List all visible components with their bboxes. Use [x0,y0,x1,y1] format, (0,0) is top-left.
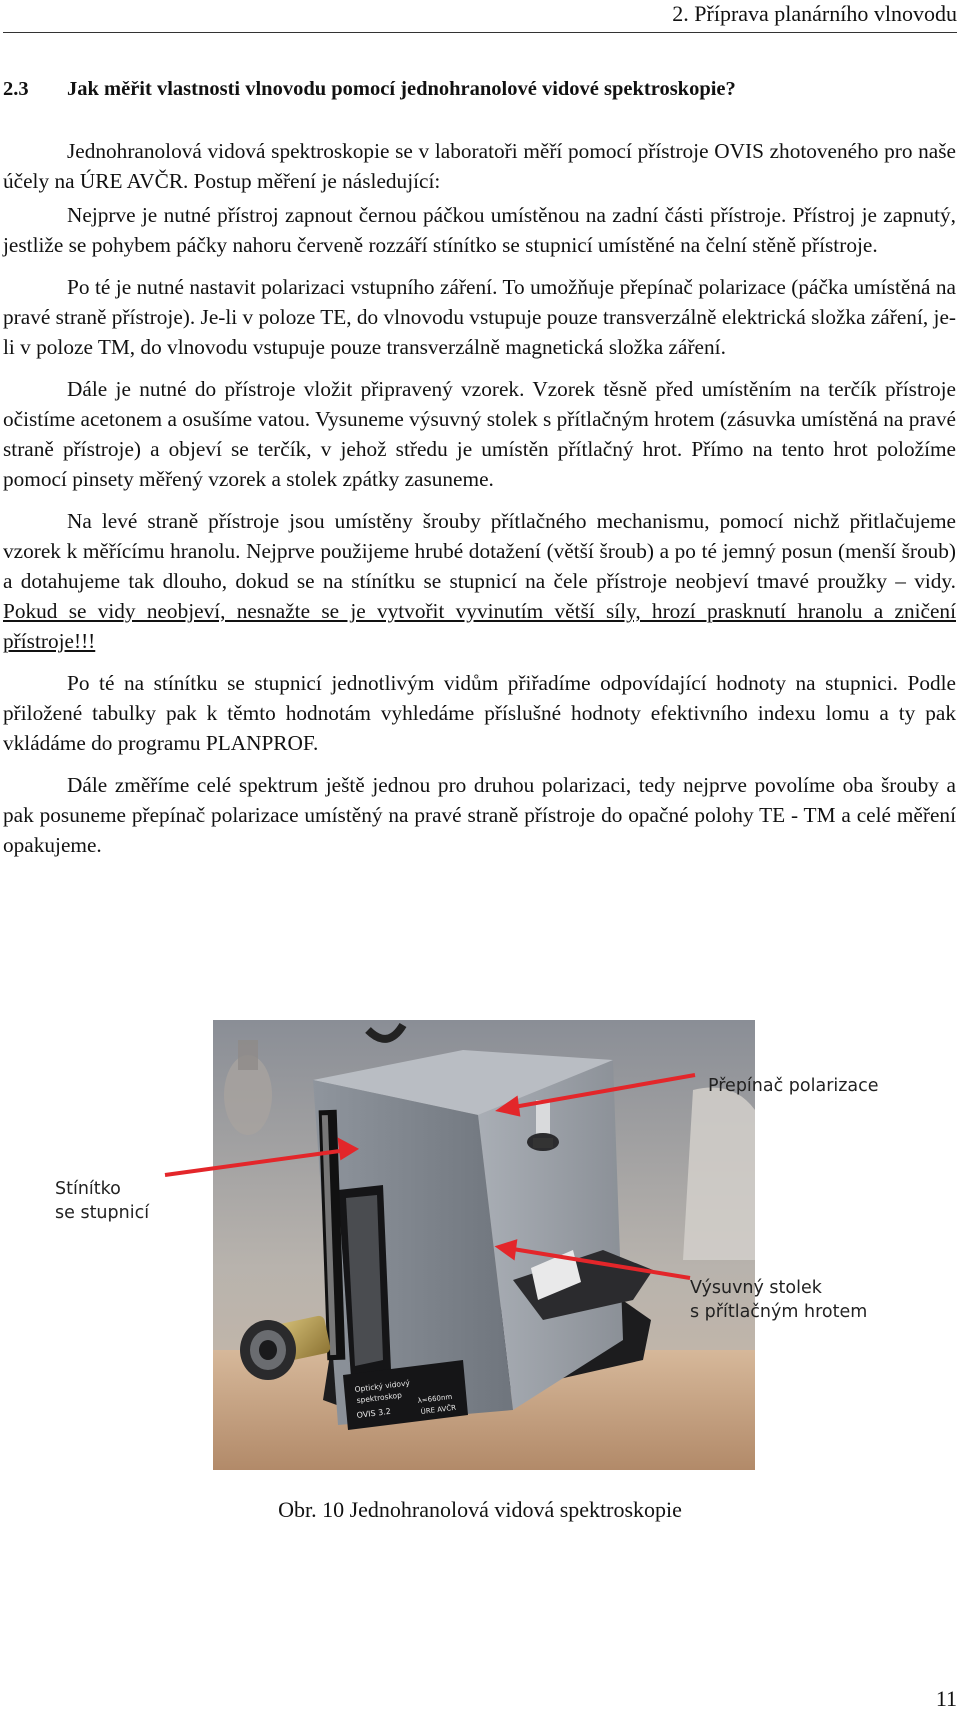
plate-model: OVIS 3.2 [356,1406,392,1420]
paragraph-power-on: Nejprve je nutné přístroj zapnout černou páčkou umístěnou na zadní části přístroje. Přístroj je zapnutý, jestliže se pohybem páčky nahoru červeně rozzáří stínítko se stupnicí umístěné na čelní stěně přístroje. [3,203,956,257]
body-text [3,136,956,872]
paragraph-sample: Dále je nutné do přístroje vložit připravený vzorek. Vzorek těsně před umístěním na terčík přístroje očistíme acetonem a osušíme vatou. Vysuneme výsuvný stolek s přítlačným hrotem (zásuvka umístěná na pravé straně přístroje) a objeví se terčík, v jehož středu je umístěn přítlačný hrot. Přímo na tento hrot položíme pomocí pinsety měřený vzorek a stolek zpátky zasuneme. [3,377,956,491]
paragraph-polarization: Po té je nutné nastavit polarizaci vstupního záření. To umožňuje přepínač polarizace (páčka umístěná na pravé straně přístroje). Je-li v poloze TE, do vlnovodu vstupuje pouze transverzálně elektrická složka záření, je-li v poloze TM, do vlnovodu vstupuje pouze transverzálně magnetická složka záření. [3,275,956,359]
paragraph-intro: Jednohranolová vidová spektroskopie se v laboratoři měří pomocí přístroje OVIS zhotoveného pro naše účely na ÚRE AVČR. Postup měření je následující: [3,139,956,193]
figure-caption: Obr. 10 Jednohranolová vidová spektroskopie [278,1497,682,1522]
plate-line1: Optický vidový [354,1378,411,1394]
plate-maker: ÚRE AVČR [420,1403,457,1416]
label-screen-line1: Stínítko [55,1179,121,1199]
plate-line2: spektroskop [356,1390,403,1405]
warning-text: Pokud se vidy neobjeví, nesnažte se je vytvořit vyvinutím větší síly, hrozí prasknutí hranolu a zničení přístroje!!! [3,599,956,653]
section-heading [3,78,736,101]
header-title: 2. Příprava planárního vlnovodu [672,1,957,26]
paragraph-modes: Po té na stínítku se stupnicí jednotlivým vidům přiřadíme odpovídající hodnoty na stupnici. Podle přiložené tabulky pak k těmto hodnotám vyhledáme příslušné hodnoty efektivního indexu lomu a ty pak vkládáme do programu PLANPROF. [3,671,956,755]
header-rule [3,32,957,33]
label-stage-line2: s přítlačným hrotem [690,1302,868,1322]
instrument-photo [213,1020,755,1470]
label-stage-line1: Výsuvný stolek [690,1278,822,1298]
label-drawer-stage [690,1276,867,1324]
label-screen [55,1177,149,1225]
section-title: Jak měřit vlastnosti vlnovodu pomocí jednohranolové vidové spektroskopie? [67,78,736,100]
paragraph-screws [3,506,956,656]
section-number: 2.3 [3,78,29,100]
page-number: 11 [935,1686,957,1711]
plate-wavelength: λ=660nm [417,1392,453,1405]
paragraph-repeat: Dále změříme celé spektrum ještě jednou pro druhou polarizaci, tedy nejprve povolíme oba šrouby a pak posuneme přepínač polarizace umístěný na pravé straně přístroje do opačné polohy TE - TM a celé měření opakujeme. [3,773,956,857]
instrument-illustration [213,1020,755,1470]
paragraph-screws-text: Na levé straně přístroje jsou umístěny šrouby přítlačného mechanismu, pomocí nichž přitlačujeme vzorek k měřícímu hranolu. Nejprve použijeme hrubé dotažení (větší šroub) a po té jemný posun (menší šroub) a dotahujeme tak dlouho, dokud se na stínítku se stupnicí na čele přístroje neobjeví tmavé proužky – vidy. [3,509,956,593]
label-screen-line2: se stupnicí [55,1203,150,1223]
label-polarization-switch: Přepínač polarizace [708,1076,879,1096]
